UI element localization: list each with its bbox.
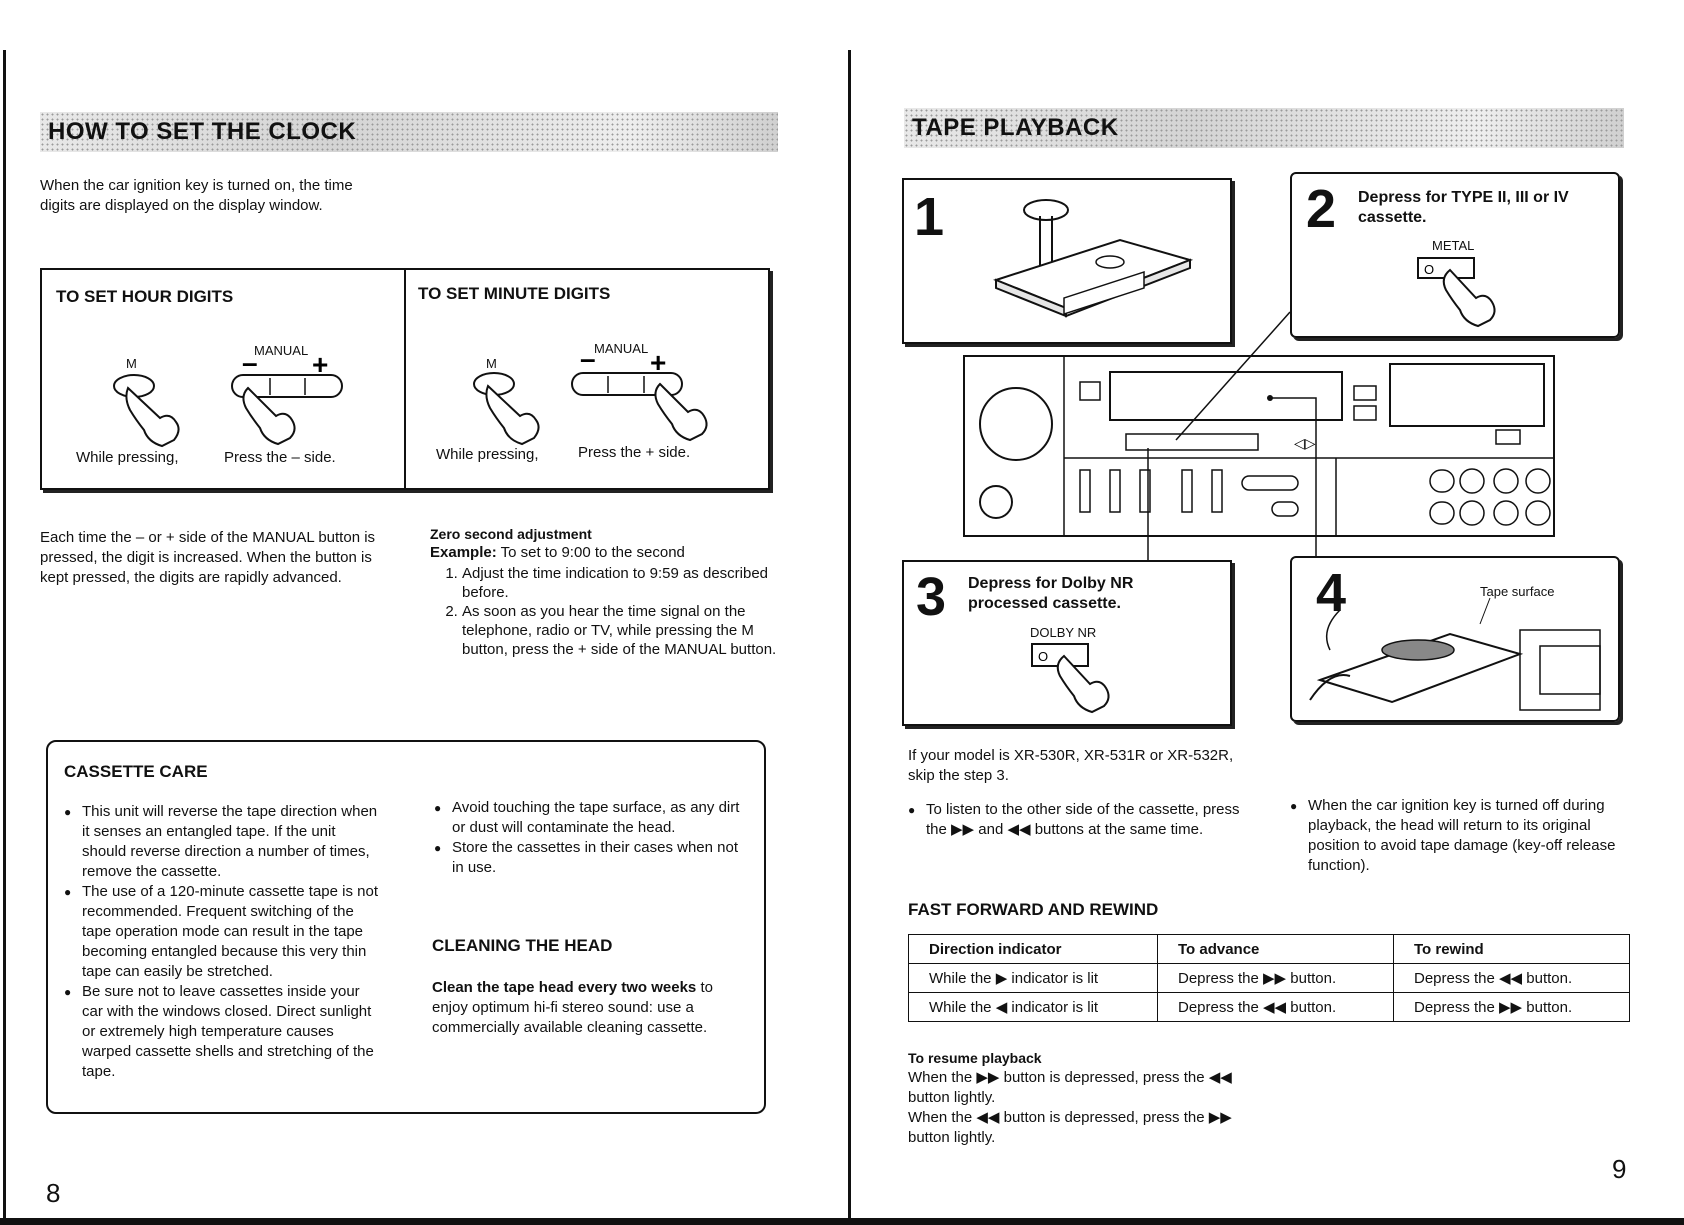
metal-label: METAL	[1432, 238, 1475, 253]
cleaning-bold: Clean the tape head every two weeks	[432, 979, 697, 996]
hour-m-label: M	[126, 356, 137, 371]
table-row	[909, 993, 1630, 1022]
right-page-number: 9	[1612, 1154, 1627, 1184]
table-cell: Depress the ◀◀ button.	[1157, 993, 1393, 1022]
model-note: If your model is XR-530R, XR-531R or XR-532R, skip the step 3.	[908, 747, 1234, 784]
tape-surface-label: Tape surface	[1480, 584, 1555, 599]
minute-m-label: M	[486, 356, 497, 371]
svg-text:+: +	[312, 349, 329, 380]
svg-text:◁▷: ◁▷	[1294, 436, 1316, 452]
svg-text:O: O	[1424, 262, 1435, 277]
playback-bullet-left-list	[908, 800, 1244, 840]
playback-bullet-right-list	[1290, 796, 1630, 876]
ff-rewind-title: FAST FORWARD AND REWIND	[908, 900, 1159, 919]
hour-caption-1: While pressing,	[76, 449, 179, 466]
hour-manual-label: MANUAL	[254, 343, 309, 358]
step3-number: 3	[916, 567, 947, 627]
ff-rewind-table	[908, 934, 1630, 1022]
playback-bullet-right: ● When the car ignition key is turned off during playback, the head will return to its original position to avoid tape damage (key-off release function).	[1290, 796, 1630, 876]
table-row	[909, 964, 1630, 993]
care-bullet: ● Be sure not to leave cassettes inside your car with the windows closed. Direct sunlight or extremely high temperature causes warped cassette shells and stretching of the tape.	[64, 982, 380, 1082]
table-header: To rewind	[1393, 935, 1629, 964]
table-cell: Depress the ▶▶ button.	[1393, 993, 1629, 1022]
table-cell: Depress the ▶▶ button.	[1157, 964, 1393, 993]
svg-text:–: –	[580, 343, 596, 374]
table-cell: While the ◀ indicator is lit	[909, 993, 1158, 1022]
each-time-text: Each time the – or + side of the MANUAL button is pressed, the digit is increased. When the button is kept pressed, the digits are rapidly advanced.	[40, 529, 376, 586]
tape-playback-title: TAPE PLAYBACK	[904, 108, 1624, 148]
zero-step-2: 2. As soon as you hear the time signal on the telephone, radio or TV, while pressing the M button, press the + side of the MANUAL button.	[462, 602, 802, 659]
care-bullet: ● The use of a 120-minute cassette tape is not recommended. Frequent switching of the tape operation mode can result in the tape becoming entangled because this very thin tape can easily be stretched.	[64, 882, 380, 982]
table-cell: Depress the ◀◀ button.	[1393, 964, 1629, 993]
step2-text: Depress for TYPE II, III or IV cassette.	[1358, 189, 1569, 226]
playback-bullet-left: ● To listen to the other side of the cassette, press the ▶▶ and ◀◀ buttons at the same time.	[908, 800, 1244, 840]
care-bullet: ● Store the cassettes in their cases when not in use.	[434, 838, 746, 878]
svg-text:O: O	[1038, 649, 1049, 664]
resume-line-1: When the ▶▶ button is depressed, press the ◀◀ button lightly.	[908, 1069, 1232, 1106]
cleaning-rest: to enjoy optimum hi-fi stereo sound: use a commercially available cleaning cassette.	[432, 979, 713, 1036]
svg-text:–: –	[242, 347, 258, 378]
cleaning-head-title: CLEANING THE HEAD	[432, 936, 613, 955]
dolby-button-illustration	[1030, 642, 1150, 722]
table-cell: While the ▶ indicator is lit	[909, 964, 1158, 993]
example-label: Example:	[430, 544, 497, 561]
step4-number: 4	[1316, 563, 1347, 623]
minute-caption-1: While pressing,	[436, 446, 539, 463]
hour-digits-title: TO SET HOUR DIGITS	[56, 287, 234, 306]
step1-number: 1	[914, 187, 945, 247]
zero-step-1: 1. Adjust the time indication to 9:59 as described before.	[462, 564, 802, 602]
clock-intro: When the car ignition key is turned on, the time digits are displayed on the display window.	[40, 177, 353, 214]
minute-digits-title: TO SET MINUTE DIGITS	[418, 284, 611, 303]
table-header: To advance	[1157, 935, 1393, 964]
step3-text: Depress for Dolby NR processed cassette.	[968, 575, 1134, 612]
step2-number: 2	[1306, 179, 1337, 239]
svg-text:+: +	[650, 347, 667, 378]
tape-surface-illustration	[1300, 590, 1610, 716]
zero-second-title: Zero second adjustment	[430, 526, 592, 542]
dolby-nr-label: DOLBY NR	[1030, 625, 1097, 640]
minute-manual-label: MANUAL	[594, 341, 649, 356]
minute-caption-2: Press the + side.	[578, 444, 691, 461]
resume-title: To resume playback	[908, 1050, 1042, 1066]
resume-line-2: When the ◀◀ button is depressed, press the ▶▶ button lightly.	[908, 1109, 1232, 1146]
hour-caption-2: Press the – side.	[224, 449, 336, 466]
clock-section-title: HOW TO SET THE CLOCK	[40, 112, 778, 152]
care-bullet: ● Avoid touching the tape surface, as any dirt or dust will contaminate the head.	[434, 798, 746, 838]
example-text: To set to 9:00 to the second	[496, 544, 685, 561]
left-page-number: 8	[46, 1178, 61, 1208]
table-header: Direction indicator	[909, 935, 1158, 964]
table-header-row	[909, 935, 1630, 964]
care-bullet: ● This unit will reverse the tape direction when it senses an entangled tape. If the unit should reverse direction a number of times, remove the cassette.	[64, 802, 380, 882]
cassette-care-title: CASSETTE CARE	[64, 762, 208, 781]
